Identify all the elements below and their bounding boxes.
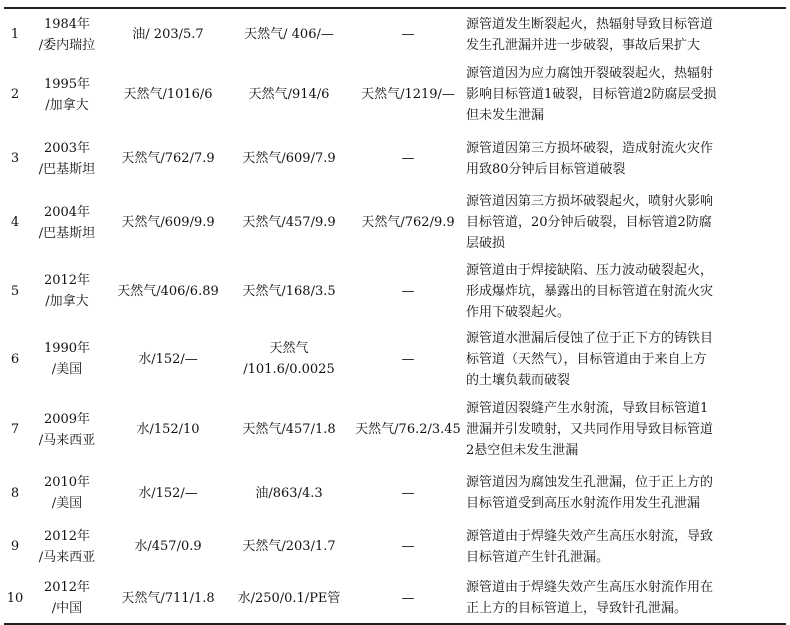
- row-number: 1: [10, 27, 20, 42]
- target-pipe-1-cell: 水/250/0.1/PE管: [237, 590, 341, 606]
- table-row: [4, 60, 786, 129]
- time-place-cell: [26, 466, 108, 520]
- table-row: [4, 8, 786, 60]
- incident-year: 2012年: [43, 273, 91, 288]
- row-number: 4: [10, 215, 20, 230]
- incident-description: [466, 188, 786, 257]
- description-line: 2悬空但未发生泄漏: [466, 443, 579, 458]
- description-line: 源管道水泄漏后侵蚀了位于正下方的铸铁目: [466, 330, 714, 346]
- source-pipe-cell: 天然气/711/1.8: [121, 590, 215, 606]
- incident-year: 2010年: [43, 475, 91, 490]
- target-pipe-2-cell: —: [401, 485, 415, 501]
- row-number: 8: [10, 485, 20, 501]
- source-pipe-cell: 天然气/406/6.89: [117, 283, 219, 299]
- description-line: 泄漏并引发喷射，又共同作用导致目标管道: [466, 422, 714, 437]
- description-line: 源管道因裂缝产生水射流，导致目标管道1: [466, 401, 709, 416]
- incident-year: 2012年: [43, 528, 91, 544]
- target-pipe-1-cell: 天然气/457/1.8: [242, 422, 336, 437]
- description-line: 标管道（天然气），目标管道由于来自上方: [466, 351, 707, 367]
- target-pipe-1-cell: 天然气/457/9.9: [242, 215, 336, 230]
- target-pipe-1-cell: 天然气/168/3.5: [242, 283, 336, 299]
- incident-year: 2009年: [43, 411, 91, 427]
- source-pipe-cell: 水/152/—: [138, 485, 198, 501]
- target-pipe-1-line: 天然气: [269, 341, 309, 356]
- target-pipe-2-cell: —: [401, 151, 415, 166]
- target-pipe-1-cell: 天然气/203/1.7: [242, 539, 336, 554]
- row-number: 6: [10, 351, 20, 367]
- target-pipe-1-cell: 天然气/ 406/—: [244, 27, 334, 42]
- source-pipe-cell: 天然气/609/9.9: [121, 215, 215, 230]
- description-line: 源管道因为应力腐蚀开裂破裂起火，热辐射: [466, 66, 714, 81]
- target-pipe-1-cell: 天然气/914/6: [248, 87, 330, 102]
- description-line: 目标管道产生针孔泄漏。: [466, 549, 610, 565]
- incident-location: /加拿大: [45, 294, 89, 309]
- target-pipe-2-cell: 天然气/1219/—: [361, 87, 455, 102]
- table-row: [4, 393, 786, 466]
- description-line: 影响目标管道1破裂，目标管道2防腐层受损: [466, 87, 717, 102]
- source-pipe-cell: 天然气/762/7.9: [121, 151, 215, 166]
- incident-year: 2012年: [43, 580, 91, 595]
- source-pipe-cell: 水/152/10: [136, 422, 200, 437]
- description-line: 但未发生泄漏: [466, 108, 545, 123]
- table-row: [4, 257, 786, 325]
- target-pipe-1-cell: [228, 325, 350, 393]
- incident-location: /委内瑞拉: [38, 37, 96, 53]
- description-line: 源管道因第三方损坏破裂，造成射流火灾作: [466, 140, 714, 156]
- incident-table-body: [4, 8, 786, 624]
- description-line: 源管道由于焊接缺陷、压力波动破裂起火，: [466, 262, 714, 278]
- description-line: 源管道由于焊缝失效产生高压水射流，导致: [466, 528, 714, 544]
- table-row: [4, 573, 786, 624]
- description-line: 的土壤负载而破裂: [466, 372, 571, 388]
- time-place-cell: [26, 60, 108, 129]
- description-line: 层破损: [466, 236, 506, 251]
- description-line: 源管道由于焊缝失效产生高压水射流作用在: [466, 580, 714, 595]
- table-row: [4, 129, 786, 188]
- incident-year: 2004年: [43, 204, 91, 220]
- time-place-cell: [26, 393, 108, 466]
- description-line: 目标管道，20分钟后破裂，目标管道2防腐: [466, 215, 712, 230]
- table-row: [4, 520, 786, 573]
- target-pipe-1-line: /101.6/0.0025: [243, 362, 335, 377]
- incident-description: [466, 393, 786, 466]
- source-pipe-cell: 天然气/1016/6: [123, 87, 213, 102]
- incident-year: 2003年: [43, 140, 91, 156]
- time-place-cell: [26, 129, 108, 188]
- incident-location: /马来西亚: [38, 549, 96, 565]
- description-line: 形成爆炸坑，暴露出的目标管道在射流火灾: [466, 283, 714, 299]
- time-place-cell: [26, 8, 108, 60]
- target-pipe-2-cell: —: [401, 351, 415, 367]
- incident-location: /美国: [51, 362, 83, 377]
- description-line: 源管道发生断裂起火，热辐射导致目标管道: [466, 16, 714, 32]
- description-line: 源管道因为腐蚀发生孔泄漏，位于正上方的: [466, 475, 714, 490]
- source-pipe-cell: 油/ 203/5.7: [132, 27, 204, 42]
- target-pipe-2-cell: —: [401, 283, 415, 299]
- time-place-cell: [26, 188, 108, 257]
- description-line: 源管道因第三方损坏破裂起火，喷射火影响: [466, 194, 714, 209]
- target-pipe-1-cell: 天然气/609/7.9: [242, 151, 336, 166]
- description-line: 发生孔泄漏并进一步破裂，事故后果扩大: [466, 37, 701, 53]
- incident-location: /加拿大: [45, 97, 89, 113]
- incident-description: [466, 129, 786, 188]
- incident-location: /马来西亚: [38, 432, 96, 448]
- table-row: [4, 466, 786, 520]
- incident-description: [466, 8, 786, 60]
- incident-year: 1990年: [43, 341, 91, 356]
- target-pipe-2-cell: —: [401, 539, 415, 554]
- incident-description: [466, 257, 786, 325]
- incident-description: [466, 60, 786, 129]
- row-number: 5: [10, 283, 20, 299]
- table-row: [4, 325, 786, 393]
- time-place-cell: [26, 573, 108, 624]
- description-line: 作用下破裂起火。: [466, 304, 571, 320]
- time-place-cell: [26, 520, 108, 573]
- description-line: 正上方的目标管道上，导致针孔泄漏。: [466, 601, 688, 616]
- incident-description: [466, 520, 786, 573]
- row-number: 3: [10, 151, 20, 166]
- incident-description: [466, 466, 786, 520]
- description-line: 目标管道受到高压水射流作用发生孔泄漏: [466, 496, 701, 511]
- target-pipe-2-cell: —: [401, 27, 415, 42]
- description-line: 用致80分钟后目标管道破裂: [466, 161, 626, 177]
- incident-location: /美国: [51, 496, 83, 511]
- incident-description: [466, 573, 786, 624]
- incident-table: [4, 7, 786, 625]
- incident-year: 1984年: [43, 16, 91, 32]
- row-number: 7: [10, 422, 20, 437]
- incident-location: /巴基斯坦: [38, 161, 96, 177]
- incident-location: /巴基斯坦: [38, 225, 96, 241]
- table-row: [4, 188, 786, 257]
- row-number: 10: [6, 590, 24, 606]
- incident-description: [466, 325, 786, 393]
- row-number: 9: [10, 539, 20, 554]
- incident-location: /中国: [51, 601, 83, 616]
- incident-year: 1995年: [43, 76, 91, 92]
- row-number: 2: [10, 87, 20, 102]
- target-pipe-2-cell: 天然气/762/9.9: [361, 215, 455, 230]
- source-pipe-cell: 水/457/0.9: [134, 539, 202, 554]
- target-pipe-2-cell: 天然气/76.2/3.45: [355, 422, 461, 437]
- time-place-cell: [26, 257, 108, 325]
- time-place-cell: [26, 325, 108, 393]
- target-pipe-2-cell: —: [401, 590, 415, 606]
- target-pipe-1-cell: 油/863/4.3: [255, 485, 323, 501]
- source-pipe-cell: 水/152/—: [138, 351, 198, 367]
